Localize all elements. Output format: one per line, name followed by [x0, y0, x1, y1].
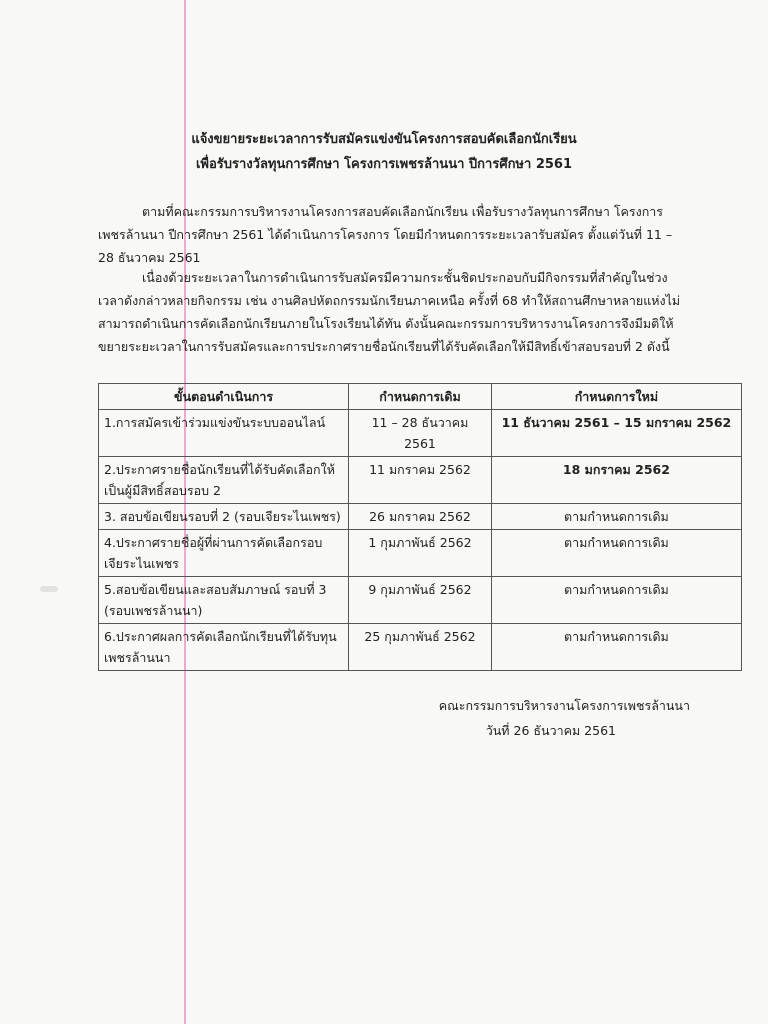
header-new-date: กำหนดการใหม่	[491, 384, 741, 410]
table-row	[99, 624, 742, 671]
cell-new-date: 18 มกราคม 2562	[491, 457, 741, 504]
cell-old-date: 11 – 28 ธันวาคม 2561	[349, 410, 492, 457]
header-old-date: กำหนดการเดิม	[349, 384, 492, 410]
table-row	[99, 504, 742, 530]
cell-step: 6.ประกาศผลการคัดเลือกนักเรียนที่ได้รับทุนเพชรล้านนา	[99, 624, 349, 671]
table-row	[99, 530, 742, 577]
title-line-2: เพื่อรับรางวัลทุนการศึกษา โครงการเพชรล้านนา ปีการศึกษา 2561	[195, 157, 573, 172]
cell-old-date: 11 มกราคม 2562	[349, 457, 492, 504]
cell-old-date: 26 มกราคม 2562	[349, 504, 492, 530]
cell-new-date: ตามกำหนดการเดิม	[491, 530, 741, 577]
table-row	[99, 577, 742, 624]
schedule-table	[98, 383, 742, 671]
cell-step: 5.สอบข้อเขียนและสอบสัมภาษณ์ รอบที่ 3 (รอบเพชรล้านนา)	[99, 577, 349, 624]
cell-step: 2.ประกาศรายชื่อนักเรียนที่ได้รับคัดเลือกให้เป็นผู้มีสิทธิ์สอบรอบ 2	[99, 457, 349, 504]
paragraph-1: ตามที่คณะกรรมการบริหารงานโครงการสอบคัดเลือกนักเรียน เพื่อรับรางวัลทุนการศึกษา โครงการเพชรล้านนา ปีการศึกษา 2561 ได้ดำเนินการโครงการ โดยมีกำหนดการระยะเวลารับสมัคร ตั้งแต่วันที่ 11 – 28 ธันวาคม 2561	[98, 204, 673, 265]
cell-old-date: 25 กุมภาพันธ์ 2562	[349, 624, 492, 671]
title-line-1: แจ้งขยายระยะเวลาการรับสมัครแข่งขันโครงการสอบคัดเลือกนักเรียน	[191, 132, 577, 147]
cell-new-date: ตามกำหนดการเดิม	[491, 504, 741, 530]
header-step: ขั้นตอนดำเนินการ	[99, 384, 349, 410]
table-row	[99, 457, 742, 504]
cell-step: 1.การสมัครเข้าร่วมแข่งขันระบบออนไลน์	[99, 410, 349, 457]
paragraph-2: เนื่องด้วยระยะเวลาในการดำเนินการรับสมัครมีความกระชั้นชิดประกอบกับมีกิจกรรมที่สำคัญในช่วงเวลาดังกล่าวหลายกิจกรรม เช่น งานศิลปหัตถกรรมนักเรียนภาคเหนือ ครั้งที่ 68 ทำให้สถานศึกษาหลายแห่งไม่สามารถดำเนินการคัดเลือกนักเรียนภายในโรงเรียนได้ทัน ดังนั้นคณะกรรมการบริหารงานโครงการจึงมีมติให้ขยายระยะเวลาในการรับสมัครและการประกาศรายชื่อนักเรียนที่ได้รับคัดเลือกให้มีสิทธิ์เข้าสอบรอบที่ 2 ดังนี้	[98, 270, 681, 354]
table-row	[99, 410, 742, 457]
cell-new-date: 11 ธันวาคม 2561 – 15 มกราคม 2562	[491, 410, 741, 457]
cell-step: 4.ประกาศรายชื่อผู้ที่ผ่านการคัดเลือกรอบเจียระไนเพชร	[99, 530, 349, 577]
table-header-row	[99, 384, 742, 410]
cell-step: 3. สอบข้อเขียนรอบที่ 2 (รอบเจียระไนเพชร)	[99, 504, 349, 530]
cell-new-date: ตามกำหนดการเดิม	[491, 624, 741, 671]
scan-smudge	[40, 586, 58, 592]
cell-new-date: ตามกำหนดการเดิม	[491, 577, 741, 624]
cell-old-date: 1 กุมภาพันธ์ 2562	[349, 530, 492, 577]
signature-org: คณะกรรมการบริหารงานโครงการเพชรล้านนา	[438, 698, 690, 713]
cell-old-date: 9 กุมภาพันธ์ 2562	[349, 577, 492, 624]
signature-date: วันที่ 26 ธันวาคม 2561	[485, 723, 616, 738]
